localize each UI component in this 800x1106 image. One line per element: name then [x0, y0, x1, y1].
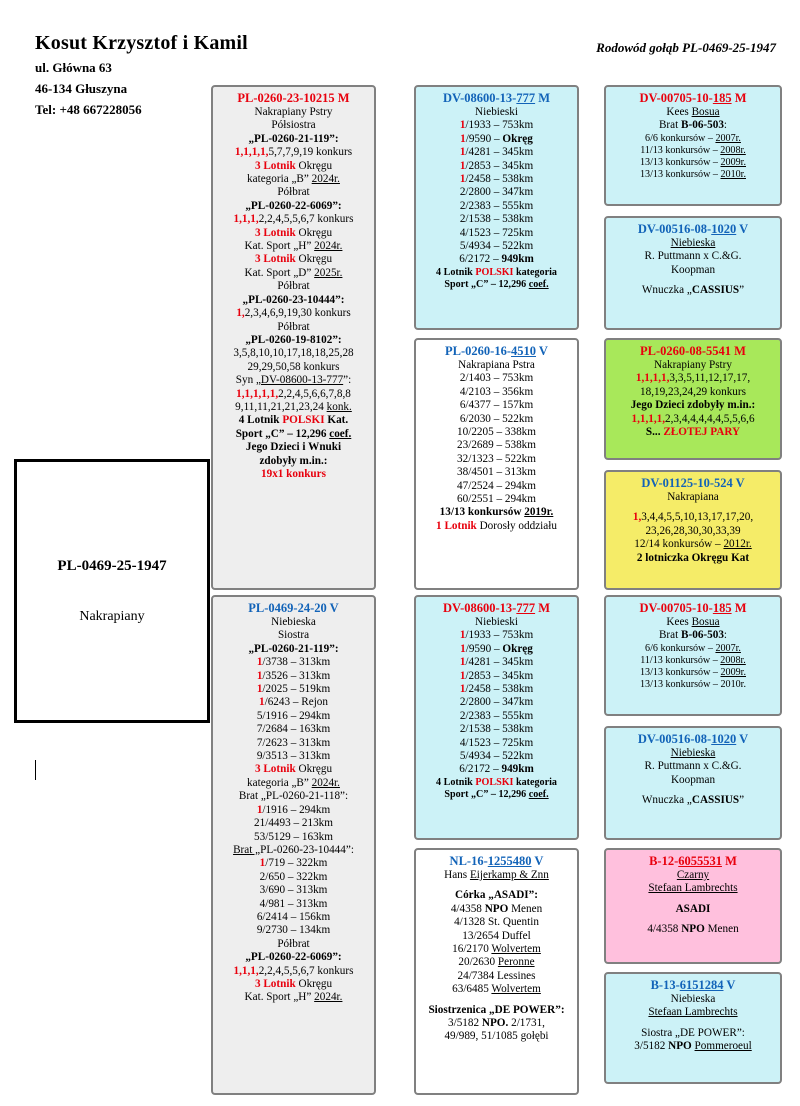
card-gen2-3-line: 4/1523 – 725km [459, 736, 534, 749]
card-gen2-2-line: 10/2205 – 338km [457, 426, 536, 439]
card-dam-line: 53/5129 – 163km [254, 830, 333, 843]
card-gen2-4: NL-16-1255480 V Hans Eijerkamp & Znn Córka „ASADI”: 4/4358 NPO Menen 4/1328 St. Quentin 13/2654 Duffel 16/2170 Wolvertem 20/2630 Peronne 24/7384 Lessines 63/6485 Wolvertem Siostrzenica „DE POWER”: 3/5182 NPO. 2/1731, 49/989, 51/1085 gołębi [414, 848, 579, 1095]
card-gen2-2-line: 60/2551 – 294km [457, 493, 536, 506]
owner-phone: Tel: +48 667228056 [35, 102, 142, 117]
card-gen2-1: DV-08600-13-777 M Niebieski 1/1933 – 753km 1/9590 – Okręg 1/4281 – 345km 1/2853 – 345km 1/2458 – 538km 2/2800 – 347km 2/2383 – 555km 2/1538 – 538km 4/1523 – 725km 5/4934 – 522km 6/2172 – 949km 4 Lotnik POLSKI kategoria Sport „C” – 12,296 coef. [414, 85, 579, 330]
card-gen2-3-line: 2/2383 – 555km [459, 709, 534, 722]
card-gen3-4-line: Nakrapiana [667, 491, 719, 503]
card-gen2-3-line: 5/4934 – 522km [459, 750, 534, 763]
card-gen2-2-line: 32/1323 – 522km [457, 452, 536, 465]
card-sire: PL-0260-23-10215 M Nakrapiany Pstry Półsiostra „PL-0260-21-119”: 1,1,1,1,5,7,7,9,19 konkurs 3 Lotnik Okręgu kategoria „B” 2024r. Półbrat „PL-0260-22-6069”: 1,1,1,2,2,4,5,5,6,7 konkurs 3 Lotnik Okręgu Kat. Sport „H” 2024r. 3 Lotnik Okręgu Kat. Sport „D” 2025r. Półbrat „PL-0260-23-10444”: 1,2,3,4,6,9,19,30 konkurs Półbrat „PL-0260-19-8102”: 3,5,8,10,10,17,18,18,25,28 29,29,50,58 konkurs Syn „DV-08600-13-777”: 1,1,1,1,1,2,2,4,5,6,6,7,8,8 9,11,11,21,21,23,24 konk. 4 Lotnik POLSKI Kat. Sport „C” – 12,296 coef. Jego Dzieci i Wnuki zdobyły m.in.: 19x1 konkurs [211, 85, 376, 590]
card-dam-line: Półbrat [277, 937, 310, 950]
card-sire-line: Półbrat [277, 320, 310, 333]
card-dam-line: „PL-0260-21-119”: [248, 642, 339, 655]
card-gen2-2-line: 2/1403 – 753km [459, 372, 534, 385]
card-gen3-3-line: 18,19,23,24,29 konkurs [640, 385, 746, 398]
card-gen3-3-ring: PL-0260-08-5541 M [640, 344, 746, 358]
card-dam-line: 7/2623 – 313km [256, 736, 331, 749]
card-gen3-5-line: 13/13 konkursów – 2010r. [640, 678, 746, 690]
card-gen2-1-line: 2/2383 – 555km [459, 199, 534, 212]
card-gen2-3-line: 2/1538 – 538km [459, 723, 534, 736]
card-gen2-2-line: 23/2689 – 538km [457, 439, 536, 452]
card-dam-line: 3/690 – 313km [259, 884, 328, 897]
owner-address-2: 46-134 Głuszyna [35, 81, 128, 96]
card-dam-line: „PL-0260-22-6069”: [245, 951, 342, 964]
card-gen2-4-line: 24/7384 Lessines [457, 969, 536, 982]
card-dam-line: Siostra [277, 629, 310, 642]
card-gen3-3-line: Jego Dzieci zdobyły m.in.: [630, 399, 756, 412]
card-sire-ring: PL-0260-23-10215 M [237, 91, 350, 105]
card-dam-line: Brat „PL-0260-21-118”: [238, 790, 349, 803]
card-gen3-3-line: Nakrapiany Pstry [654, 359, 732, 371]
card-gen3-8-line: Niebieska [670, 993, 716, 1005]
card-gen3-1: DV-00705-10-185 M Kees Bosua Brat B-06-503: 6/6 konkursów – 2007r. 11/13 konkursów – 2008r. 13/13 konkursów – 2009r. 13/13 konkursów – 2010r. [604, 85, 782, 206]
card-gen3-7-line: Czarny [676, 869, 710, 881]
card-gen2-4-line: 4/1328 St. Quentin [454, 916, 539, 929]
card-dam-line: 7/2684 – 163km [256, 723, 331, 736]
card-gen2-2-line: 6/4377 – 157km [459, 399, 534, 412]
card-gen3-6-line: Koopman [670, 773, 716, 786]
owner-name: Kosut Krzysztof i Kamil [35, 32, 248, 54]
card-gen2-4-line: 13/2654 Duffel [462, 929, 531, 942]
card-gen2-1-line: Niebieski [475, 106, 518, 118]
card-gen2-2-line: 38/4501 – 313km [457, 466, 536, 479]
card-gen3-7-line: Stefaan Lambrechts [648, 882, 738, 895]
card-gen3-2-line: R. Puttmann x C.&G. [644, 250, 742, 263]
card-gen3-4: DV-01125-10-524 V Nakrapiana 1,3,4,4,5,5,10,13,17,17,20, 23,26,28,30,30,33,39 12/14 konkursów – 2012r. 2 lotniczka Okręgu Kat [604, 470, 782, 590]
card-sire-line: 3,5,8,10,10,17,18,18,25,28 [233, 347, 354, 360]
card-gen3-8: B-13-6151284 V Niebieska Stefaan Lambrechts Siostra „DE POWER”: 3/5182 NPO Pommeroeul [604, 972, 782, 1084]
card-gen2-3-line: Niebieski [475, 616, 518, 628]
card-gen3-6: DV-00516-08-1020 V Niebieska R. Puttmann x C.&G. Koopman Wnuczka „CASSIUS” [604, 726, 782, 840]
owner-address-1: ul. Główna 63 [35, 60, 112, 75]
card-sire-line: Nakrapiany Pstry [254, 106, 333, 118]
card-gen2-3-line: 2/2800 – 347km [459, 696, 534, 709]
card-gen2-1-line: 2/1538 – 538km [459, 213, 534, 226]
card-dam-ring: PL-0469-24-20 V [248, 601, 339, 615]
card-gen3-2-line: Koopman [670, 263, 716, 276]
card-sire-line: zdobyły m.in.: [259, 454, 328, 467]
root-ring-number: PL-0469-25-1947 [57, 557, 167, 574]
card-gen3-4-line: 23,26,28,30,30,33,39 [645, 524, 741, 537]
card-dam-line: Niebieska [271, 616, 316, 628]
card-sire-line: „PL-0260-23-10444”: [242, 293, 345, 306]
card-gen2-2-line: 4/2103 – 356km [459, 385, 534, 398]
document-title: Rodowód gołąb PL-0469-25-1947 [596, 40, 776, 55]
card-gen3-7: B-12-6055531 M Czarny Stefaan Lambrechts ASADI 4/4358 NPO Menen [604, 848, 782, 964]
card-gen2-4-line: 49/989, 51/1085 gołębi [444, 1030, 549, 1043]
card-gen2-2-line: Nakrapiana Pstra [458, 359, 535, 371]
card-gen3-3: PL-0260-08-5541 M Nakrapiany Pstry 1,1,1,1,3,3,5,11,12,17,17, 18,19,23,24,29 konkurs Jego Dzieci zdobyły m.in.: 1,1,1,1,2,3,4,4,4,4,4,5,5,6,6 S... ZŁOTEJ PARY [604, 338, 782, 460]
card-gen3-6-line: Niebieska [670, 747, 716, 759]
card-sire-line: „PL-0260-21-119”: [248, 132, 339, 145]
card-gen2-2-line: 6/2030 – 522km [459, 412, 534, 425]
card-dam-line: 6/2414 – 156km [256, 910, 331, 923]
card-sire-line: „PL-0260-22-6069”: [245, 199, 342, 212]
card-sire-line: „PL-0260-19-8102”: [245, 333, 342, 346]
card-gen3-2-line: Niebieska [670, 237, 716, 249]
card-gen3-8-line: Siostra „DE POWER”: [641, 1026, 745, 1039]
card-gen2-4-line: Siostrzenica „DE POWER”: [428, 1003, 565, 1016]
card-dam-line: 2/650 – 322km [259, 870, 328, 883]
card-dam-line: 5/1916 – 294km [256, 709, 331, 722]
card-gen3-4-line: 2 lotniczka Okręgu Kat [636, 551, 750, 564]
card-sire-line: 19x1 konkurs [261, 467, 326, 480]
card-gen2-3: DV-08600-13-777 M Niebieski 1/1933 – 753km 1/9590 – Okręg 1/4281 – 345km 1/2853 – 345km 1/2458 – 538km 2/2800 – 347km 2/2383 – 555km 2/1538 – 538km 4/1523 – 725km 5/4934 – 522km 6/2172 – 949km 4 Lotnik POLSKI kategoria Sport „C” – 12,296 coef. [414, 595, 579, 840]
root-pigeon-box [14, 459, 210, 723]
card-sire-line: Jego Dzieci i Wnuki [245, 441, 342, 454]
card-dam-line: 21/4493 – 213km [254, 817, 333, 830]
card-gen2-2: PL-0260-16-4510 V Nakrapiana Pstra 2/1403 – 753km 4/2103 – 356km 6/4377 – 157km 6/2030 – 522km 10/2205 – 338km 23/2689 – 538km 32/1323 – 522km 38/4501 – 313km 47/2524 – 294km 60/2551 – 294km 13/13 konkursów 2019r. 1 Lotnik Dorosły oddziału [414, 338, 579, 590]
card-gen3-2: DV-00516-08-1020 V Niebieska R. Puttmann x C.&G. Koopman Wnuczka „CASSIUS” [604, 216, 782, 330]
card-gen3-4-ring: DV-01125-10-524 V [641, 476, 745, 490]
card-dam-line: 9/3513 – 313km [256, 750, 331, 763]
card-gen3-7-line: ASADI [675, 902, 711, 915]
card-gen2-1-line: 4/1523 – 725km [459, 226, 534, 239]
card-sire-line: Półbrat [277, 280, 310, 293]
card-dam-line: 4/981 – 313km [259, 897, 328, 910]
text-cursor [35, 760, 36, 780]
card-sire-line: 29,29,50,58 konkurs [247, 360, 340, 373]
card-dam: PL-0469-24-20 V Niebieska Siostra „PL-0260-21-119”: 1/3738 – 313km 1/3526 – 313km 1/2025 – 519km 1/6243 – Rejon 5/1916 – 294km 7/2684 – 163km 7/2623 – 313km 9/3513 – 313km 3 Lotnik Okręgu kategoria „B” 2024r. Brat „PL-0260-21-118”: 1/1916 – 294km 21/4493 – 213km 53/5129 – 163km Brat „PL-0260-23-10444”: 1/719 – 322km 2/650 – 322km 3/690 – 313km 4/981 – 313km 6/2414 – 156km 9/2730 – 134km Półbrat „PL-0260-22-6069”: 1,1,1,2,2,4,5,5,6,7 konkurs 3 Lotnik Okręgu Kat. Sport „H” 2024r. [211, 595, 376, 1095]
card-gen3-6-line: R. Puttmann x C.&G. [644, 760, 742, 773]
card-sire-line: Półsiostra [271, 119, 316, 132]
card-gen2-2-line: 47/2524 – 294km [457, 479, 536, 492]
card-gen3-8-line: Stefaan Lambrechts [648, 1006, 738, 1019]
card-gen2-4-line: Córka „ASADI”: [455, 889, 538, 902]
card-sire-line: Półbrat [277, 186, 310, 199]
card-gen2-1-line: 2/2800 – 347km [459, 186, 534, 199]
card-gen2-1-line: 5/4934 – 522km [459, 240, 534, 253]
card-dam-line: 9/2730 – 134km [256, 924, 331, 937]
card-gen3-5: DV-00705-10-185 M Kees Bosua Brat B-06-503: 6/6 konkursów – 2007r. 11/13 konkursów – 2008r. 13/13 konkursów – 2009r. 13/13 konkursów – 2010r. [604, 595, 782, 716]
root-color: Nakrapiany [79, 608, 145, 624]
